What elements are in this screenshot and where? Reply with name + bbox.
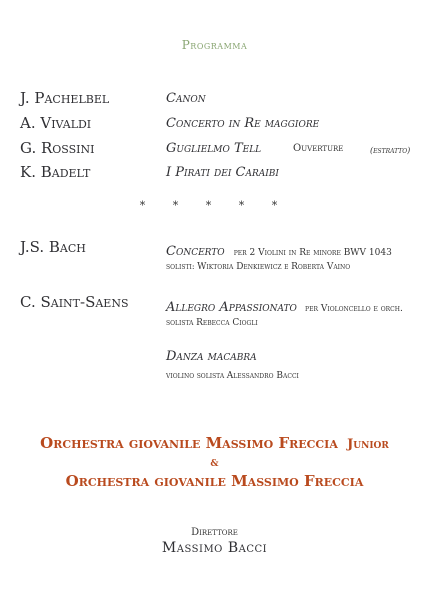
orchestra-main: Orchestra giovanile Massimo Freccia [65,472,364,490]
composer-vivaldi: A. Vivaldi [20,114,92,132]
soloist-ciogli: Rebecca Ciogli [196,318,258,328]
separator-stars: * * * * * [139,199,290,212]
composer-pachelbel: J. Pachelbel [20,89,110,107]
soloists-and: e [284,262,289,271]
work-pirati: I Pirati dei Caraibi [166,165,279,180]
work-bach-detail: per 2 Violini in Re minore BWV 1043 [233,248,392,258]
danza-soloist-line [166,371,299,381]
work-estratto-note: (estratto) [370,146,411,155]
work-canon: Canon [166,91,206,106]
bach-work-line [166,240,392,259]
orchestra-junior-name: Orchestra giovanile Massimo Freccia [40,434,338,452]
composer-saint-saens: C. Saint-Saens [20,293,129,311]
program-title: Programma [181,38,248,52]
work-guglielmo-tell: Guglielmo Tell [166,141,262,156]
soloists-label: solisti: [166,262,195,271]
work-allegro-appassionato: Allegro Appassionato [166,300,297,315]
danza-soloist-label: violino solista [166,371,225,380]
work-bach-concerto: Concerto [166,244,225,259]
composer-bach: J.S. Bach [20,238,86,256]
soloist-vaino: Roberta Vaino [291,262,351,272]
work-allegro-detail: per Violoncello e orch. [305,304,403,314]
director-name: Massimo Bacci [161,540,268,556]
work-ouverture: Ouverture [293,143,344,154]
orchestra-junior [0,434,429,452]
bach-soloists-line [166,262,350,272]
composer-badelt: K. Badelt [20,163,91,181]
director-label: Direttore [191,527,238,538]
soloist-bacci: Alessandro Bacci [226,371,299,381]
allegro-work-line [166,296,403,315]
soloist-denkiewicz: Wiktoria Denkiewicz [197,262,282,272]
allegro-soloist-line [166,318,258,328]
work-danza-macabra: Danza macabra [166,349,257,364]
orchestra-ampersand: & [210,459,219,469]
allegro-soloist-label: solista [166,318,194,327]
composer-rossini: G. Rossini [20,139,95,157]
orchestra-junior-suffix: Junior [347,437,389,452]
work-concerto-re: Concerto in Re maggiore [166,116,320,131]
